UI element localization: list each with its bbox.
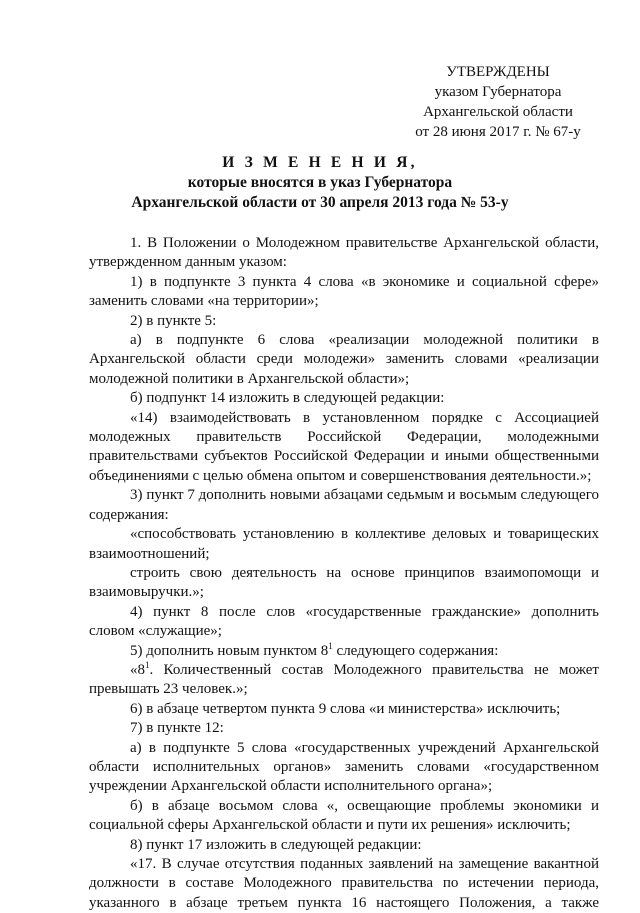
paragraph-5: б) подпункт 14 изложить в следующей редакции: [130, 390, 445, 407]
approval-stamp [388, 62, 608, 142]
document-heading [70, 153, 570, 213]
paragraph-6: «14) взаимодействовать в установленном порядке с Ассоциацией молодежных правительств Российской Федерации, молодежными правительствами субъектов Российской Федерации и иными общественными объединениями с целью обмена опытом и совершенствования деятельности.»; [89, 409, 599, 484]
paragraph-7: 3) пункт 7 дополнить новыми абзацами седьмым и восьмым следующего содержания: [89, 487, 599, 523]
approval-line-1: УТВЕРЖДЕНЫ [446, 64, 550, 80]
paragraph-11-end: следующего содержания: [332, 642, 499, 659]
paragraph-11-start: 5) дополнить новым пунктом 8 [130, 642, 329, 659]
heading-changes: И З М Е Н Е Н И Я, [222, 154, 418, 171]
paragraph-12-start: «8 [130, 661, 145, 678]
superscript: 1 [145, 659, 150, 670]
paragraph-16: б) в абзаце восьмом слова «, освещающие проблемы экономики и социальной сферы Архангельской области и пути их решения» исключить; [89, 797, 599, 834]
approval-line-3: Архангельской области [423, 104, 573, 120]
paragraph-15: а) в подпункте 5 слова «государственных учреждений Архангельской области исполнительных органов» заменить словами «государственном учреждении Архангельской области исполнительного органа»; [89, 739, 599, 795]
heading-subtitle-1: которые вносятся в указ Губернатора [187, 174, 453, 191]
paragraph-14: 7) в пункте 12: [130, 720, 224, 737]
document-body [89, 234, 599, 913]
superscript: 1 [328, 640, 333, 651]
paragraph-8: «способствовать установлению в коллективе деловых и товарищеских взаимоотношений; [89, 526, 599, 562]
paragraph-18: «17. В случае отсутствия поданных заявлений на замещение вакантной должности в составе Молодежного правительства по истечении периода, указанного в абзаце третьем пункта 16 настоящего Положения, а также [89, 856, 599, 911]
paragraph-4: а) в подпункте 6 слова «реализации молодежной политики в Архангельской области среди молодежи» заменить словами «реализации молодежной политики в Архангельской области»; [89, 332, 599, 387]
paragraph-13: 6) в абзаце четвертом пункта 9 слова «и министерства» исключить; [130, 700, 561, 717]
paragraph-1: 1. В Положении о Молодежном правительстве Архангельской области, утвержденном данным указом: [89, 235, 599, 271]
paragraph-17: 8) пункт 17 изложить в следующей редакции: [130, 836, 422, 853]
paragraph-12-end: . Количественный состав Молодежного правительства не может превышать 23 человек.»; [89, 661, 599, 698]
approval-line-4: от 28 июня 2017 г. № 67-у [415, 124, 581, 140]
paragraph-3: 2) в пункте 5: [130, 312, 217, 329]
approval-line-2: указом Губернатора [434, 84, 562, 100]
paragraph-2: 1) в подпункте 3 пункта 4 слова «в экономике и социальной сфере» заменить словами «на территории»; [89, 273, 599, 310]
paragraph-9: строить свою деятельность на основе принципов взаимопомощи и взаимовыручки.»; [89, 564, 599, 601]
paragraph-10: 4) пункт 8 после слов «государственные гражданские» дополнить словом «служащие»; [89, 603, 599, 640]
heading-subtitle-2: Архангельской области от 30 апреля 2013 года № 53-у [131, 194, 509, 211]
paragraph-11 [89, 642, 599, 661]
paragraph-12 [89, 661, 599, 700]
